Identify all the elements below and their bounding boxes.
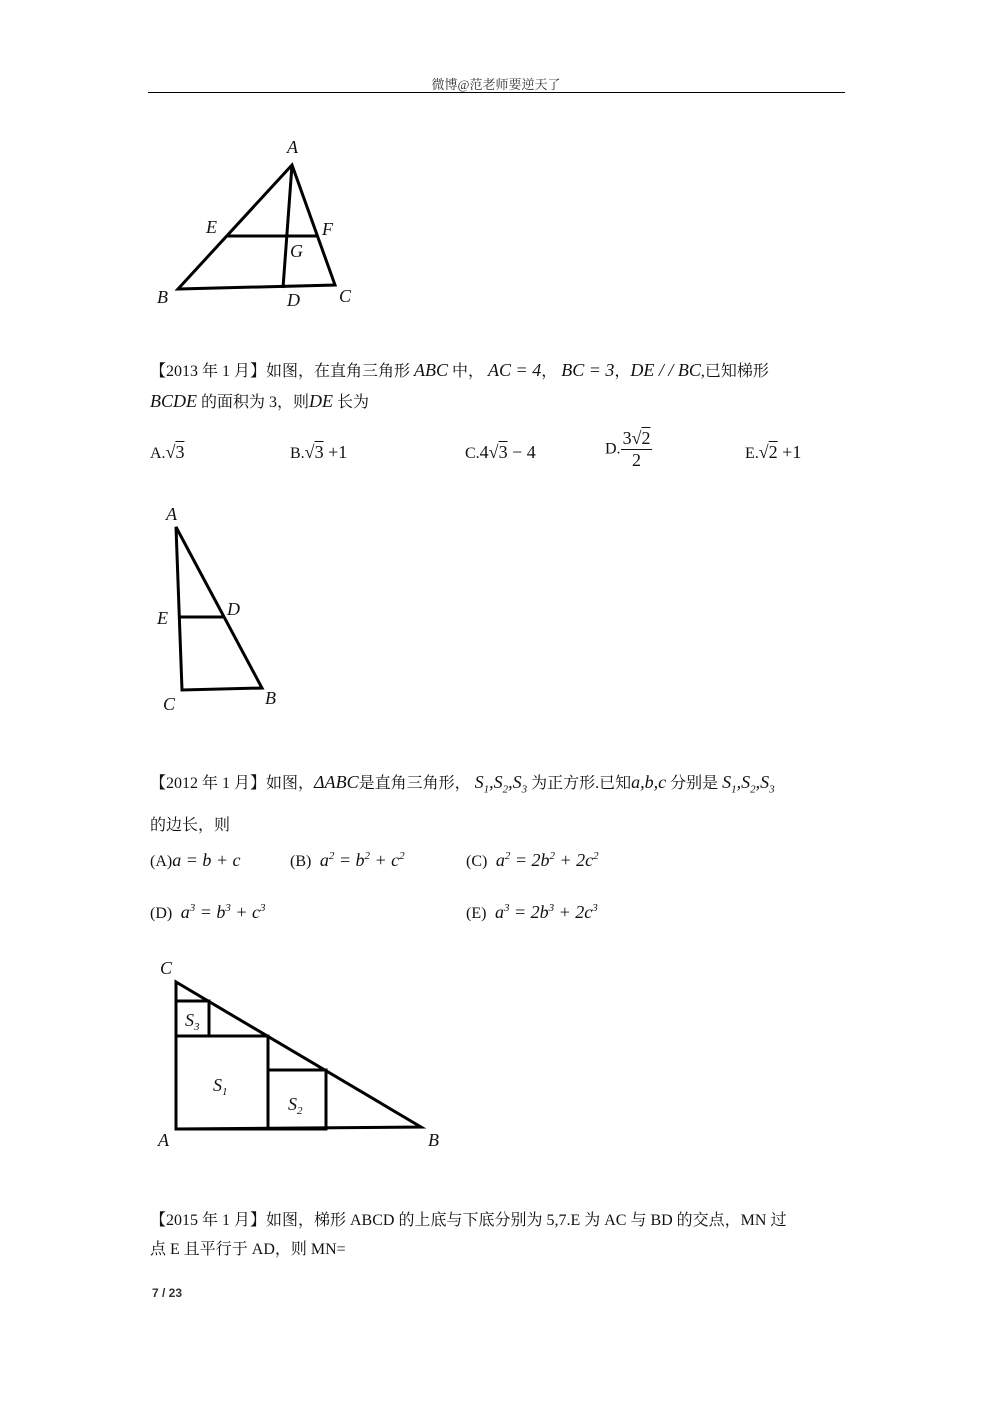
label-S3: $S_3$ [185,1010,200,1033]
question-2012-line2: 的边长，则 [150,817,231,834]
label-A: A [287,137,298,157]
option-A: A.√3 [150,442,185,462]
question-2015-line2: 点 E 且平行于 AD，则 MN= [150,1241,346,1258]
option-C: (C) $a^2 = 2b^2 + 2c^2$ [466,850,599,870]
question-2012-line1: 【2012 年 1 月】如图，ΔABC是直角三角形， $S_1,S_2,S_3$ 为正方形.已知a,b,c 分别是 $S_1,S_2,S_3$ [150,772,775,796]
label-E: E [206,217,217,237]
label-B: B [265,688,276,708]
option-A: (A)a = b + c [150,850,241,870]
question-2013-line1: 【2013 年 1 月】如图，在直角三角形 ABC 中， AC = 4， BC = 3，DE / / BC,已知梯形 [150,360,769,380]
question-2013-line2: BCDE 的面积为 3，则DE 长为 [150,391,370,411]
option-E: (E) $a^3 = 2b^3 + 2c^3$ [466,902,598,922]
option-E: E.√2 +1 [745,442,802,462]
option-C: C.4√3 − 4 [465,442,536,462]
label-G: G [290,241,303,261]
option-D: (D) $a^3 = b^3 + c^3$ [150,902,266,922]
label-F: F [322,219,333,239]
option-D: D. $\frac{3√2}{2}$ [605,428,651,470]
label-B: B [157,287,168,307]
label-S1: $S_1$ [213,1075,228,1098]
label-B: B [428,1130,439,1150]
label-A: A [158,1130,169,1150]
label-E: E [157,608,168,628]
figure-right-triangle-de [176,527,262,690]
page-header: 微博@范老师要逆天了 [431,77,561,92]
option-B: B.√3 +1 [290,442,348,462]
option-B: (B) $a^2 = b^2 + c^2$ [290,850,405,870]
label-D: D [287,290,300,310]
question-2015-line1: 【2015 年 1 月】如图，梯形 ABCD 的上底与下底分别为 5,7.E 为 AC 与 BD 的交点，MN 过 [150,1212,787,1229]
label-S2: $S_2$ [288,1094,303,1117]
label-A: A [166,504,177,524]
label-C: C [339,286,352,306]
page-number: 7 / 23 [152,1286,183,1300]
label-C: C [160,958,173,978]
label-D: D [227,599,240,619]
label-C: C [163,694,176,714]
figure-triangle-efg [178,165,335,289]
